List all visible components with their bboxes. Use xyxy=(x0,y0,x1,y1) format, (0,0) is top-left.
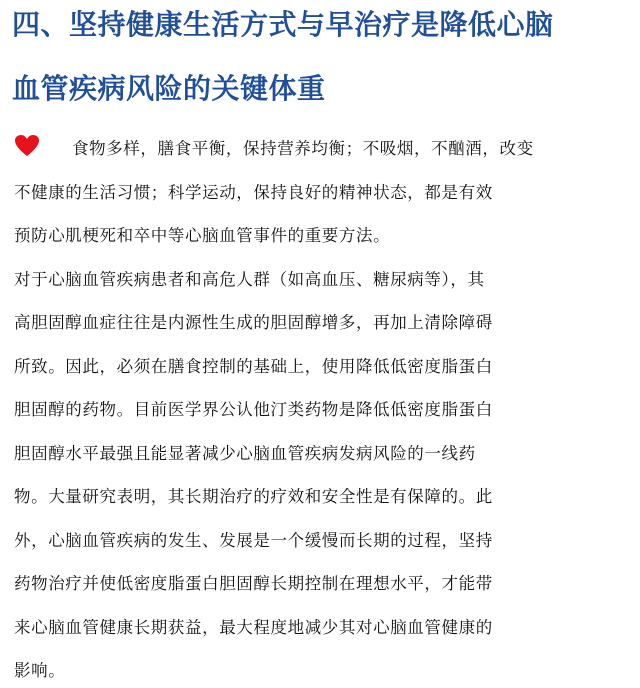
section-title-line-2: 血管疾病风险的关键体重 xyxy=(12,72,326,105)
paragraph-line: 影响。 xyxy=(14,661,66,680)
section-title-line-1: 四、坚持健康生活方式与早治疗是降低心脑 xyxy=(12,8,554,41)
paragraph-line: 所致。因此，必须在膳食控制的基础上，使用降低低密度脂蛋白 xyxy=(14,356,493,376)
paragraph-line: 来心脑血管健康长期获益，最大程度地减少其对心脑血管健康的 xyxy=(14,617,493,637)
paragraph-line: 胆固醇的药物。目前医学界公认他汀类药物是降低低密度脂蛋白 xyxy=(14,400,493,419)
paragraph-line: 对于心脑血管疾病患者和高危人群（如高血压、糖尿病等），其 xyxy=(14,269,485,289)
paragraph-line: 不健康的生活习惯；科学运动，保持良好的精神状态，都是有效 xyxy=(14,182,493,202)
paragraph-line: 预防心肌梗死和卒中等心脑血管事件的重要方法。 xyxy=(14,226,391,245)
paragraph-line: 外，心脑血管疾病的发生、发展是一个缓慢而长期的过程，坚持 xyxy=(14,530,493,550)
paragraph-line: 胆固醇水平最强且能显著减少心脑血管疾病发病风险的一线药 xyxy=(14,443,476,463)
heart-icon xyxy=(14,134,40,158)
paragraph-line: 高胆固醇血症往往是内源性生成的胆固醇增多，再加上清除障碍 xyxy=(14,313,493,332)
paragraph-line: 物。大量研究表明，其长期治疗的疗效和安全性是有保障的。此 xyxy=(14,487,493,506)
paragraph-line: 食物多样，膳食平衡，保持营养均衡；不吸烟，不酗酒，改变 xyxy=(72,139,534,158)
paragraph-line: 药物治疗并使低密度脂蛋白胆固醇长期控制在理想水平，才能带 xyxy=(14,574,493,593)
